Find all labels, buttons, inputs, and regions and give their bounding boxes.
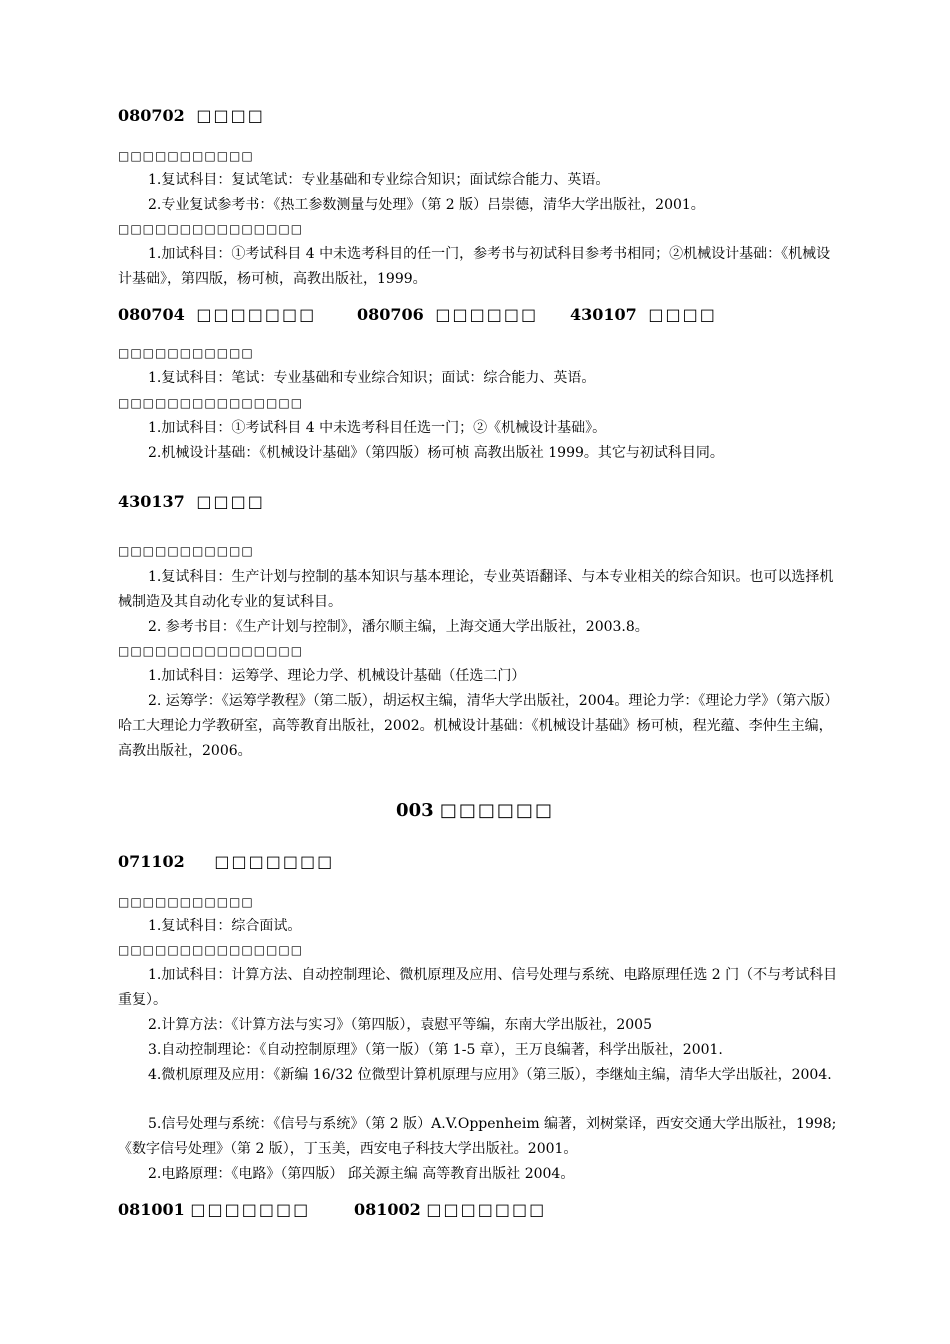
extra-exam-line: 1.加试科目：①考试科目 4 中未选考科目的任一门，参考书与初试科目参考书相同；②机械设计基础：《机械设计基础》，第四版，杨可桢，高教出版社，1999。: [118, 246, 831, 287]
subheading-retest: □□□□□□□□□□□: [118, 544, 254, 558]
extra-exam-reference-line: 2. 运筹学：《运筹学教程》（第二版），胡运权主编，清华大学出版社，2004。理论力学：《理论力学》（第六版）哈工大理论力学教研室，高等教育出版社，2002。机械设计基础：《机械设计基础》杨可桢，程光蕴、李仲生主编，高教出版社，2006。: [118, 693, 833, 759]
extra-exam-reference-line: 2.机械设计基础：《机械设计基础》（第四版）杨可桢 高教出版社 1999。其它与初试科目同。: [148, 445, 724, 461]
retest-subject-line: 1.复试科目：生产计划与控制的基本知识与基本理论，专业英语翻译、与本专业相关的综合知识。也可以选择机械制造及其自动化专业的复试科目。: [118, 569, 834, 610]
reference-circuit-theory: 2.电路原理：《电路》（第四版） 邱关源主编 高等教育出版社 2004。: [148, 1166, 575, 1182]
retest-subject-line: 1.复试科目：复试笔试：专业基础和专业综合知识；面试综合能力、英语。: [148, 172, 610, 188]
extra-exam-line: 1.加试科目：计算方法、自动控制理论、微机原理及应用、信号处理与系统、电路原理任选 2 门（不与考试科目重复）。: [118, 967, 838, 1008]
program-name: □□□□□□□: [196, 305, 317, 324]
program-name: □□□□: [196, 492, 265, 511]
program-name: □□□□□□□: [214, 852, 335, 871]
college-title: [0, 800, 950, 821]
program-name: □□□□□□□: [190, 1200, 311, 1219]
program-code: 071102: [118, 852, 185, 871]
heading-081001: [118, 1200, 310, 1219]
subheading-retest: □□□□□□□□□□□: [118, 346, 254, 360]
college-code: 003: [396, 800, 434, 821]
reference-microcomputer: 4.微机原理及应用：《新编 16/32 位微型计算机原理与应用》（第三版），李继灿主编，清华大学出版社，2004.: [148, 1067, 832, 1083]
subheading-retest: □□□□□□□□□□□: [118, 149, 254, 163]
college-name: □□□□□□: [439, 800, 554, 821]
retest-reference-line: 2.专业复试参考书：《热工参数测量与处理》（第 2 版）吕崇德，清华大学出版社，2001。: [148, 197, 705, 213]
extra-exam-line: 1.加试科目：运筹学、理论力学、机械设计基础（任选二门）: [148, 668, 526, 684]
program-code: 081002: [354, 1200, 421, 1219]
program-name: □□□□: [648, 305, 717, 324]
retest-reference-line: 2. 参考书目：《生产计划与控制》，潘尔顺主编，上海交通大学出版社，2003.8。: [148, 619, 649, 635]
program-code: 430137: [118, 492, 185, 511]
heading-081002: [354, 1200, 546, 1219]
program-name: □□□□: [196, 106, 265, 125]
subheading-extra-exam: □□□□□□□□□□□□□□□: [118, 396, 304, 410]
program-code: 430107: [570, 305, 637, 324]
reference-automatic-control: 3.自动控制理论：《自动控制原理》（第一版）（第 1-5 章），王万良编著，科学出版社，2001.: [148, 1042, 723, 1058]
program-code: 080706: [357, 305, 424, 324]
retest-subject-line: 1.复试科目：笔试：专业基础和专业综合知识；面试：综合能力、英语。: [148, 370, 596, 386]
subheading-extra-exam: □□□□□□□□□□□□□□□: [118, 644, 304, 658]
reference-signal-processing: 5.信号处理与系统：《信号与系统》（第 2 版）A.V.Oppenheim 编著，刘树棠译，西安交通大学出版社，1998;《数字信号处理》（第 2 版），丁玉美，西安电子科技大学出版社。2001。: [118, 1116, 837, 1157]
subheading-extra-exam: □□□□□□□□□□□□□□□: [118, 943, 304, 957]
program-code: 081001: [118, 1200, 185, 1219]
reference-computation-method: 2.计算方法：《计算方法与实习》（第四版），袁慰平等编，东南大学出版社，2005: [148, 1017, 652, 1033]
retest-subject-line: 1.复试科目：综合面试。: [148, 918, 302, 934]
program-code: 080702: [118, 106, 185, 125]
program-name: □□□□□□: [435, 305, 539, 324]
heading-430137: [118, 492, 265, 511]
heading-430107: [570, 305, 717, 324]
heading-080706: [357, 305, 538, 324]
heading-080704: [118, 305, 316, 324]
subheading-retest: □□□□□□□□□□□: [118, 895, 254, 909]
extra-exam-line: 1.加试科目：①考试科目 4 中未选考科目任选一门；②《机械设计基础》。: [148, 420, 607, 436]
program-code: 080704: [118, 305, 185, 324]
subheading-extra-exam: □□□□□□□□□□□□□□□: [118, 222, 304, 236]
heading-080702: [118, 106, 265, 125]
heading-071102: [118, 852, 334, 871]
program-name: □□□□□□□: [426, 1200, 547, 1219]
